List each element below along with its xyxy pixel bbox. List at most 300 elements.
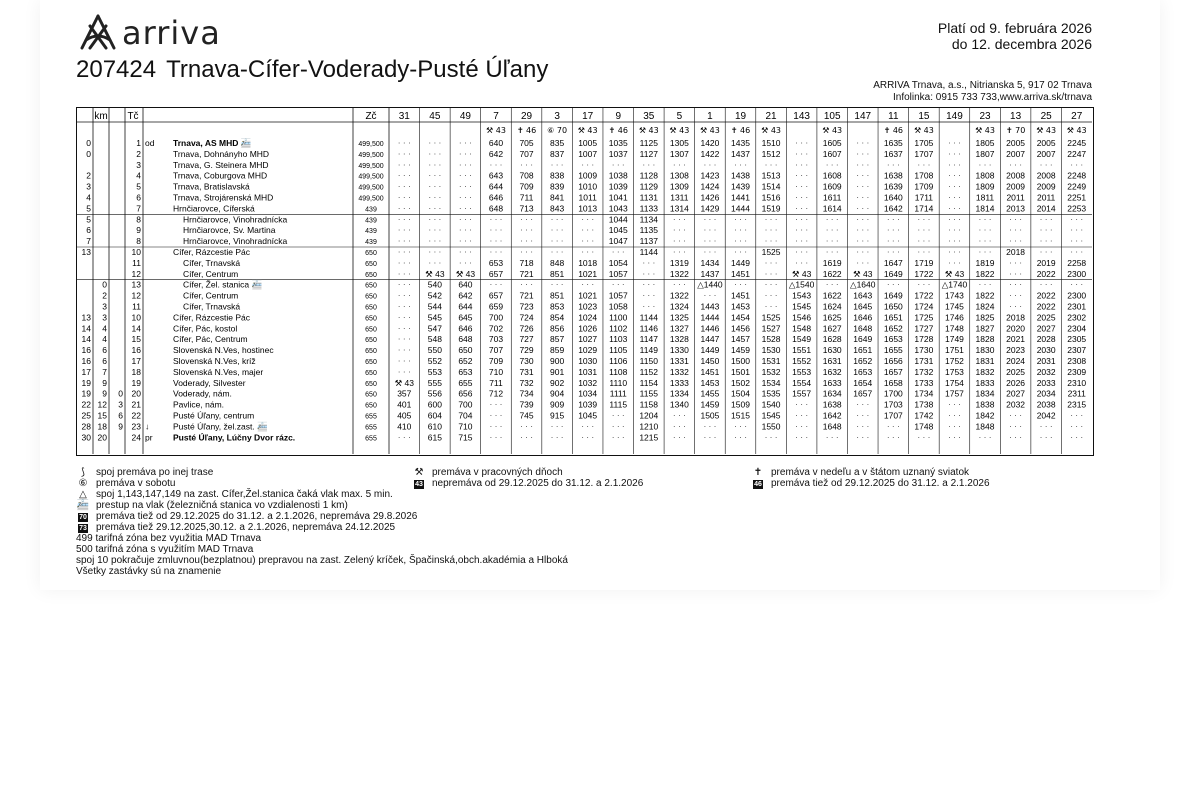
departure-time: 2251 xyxy=(1067,192,1087,203)
departure-time: 1631 xyxy=(822,356,842,366)
no-service-dots: · · · xyxy=(948,204,961,214)
km-value: 3 xyxy=(102,312,107,323)
legend-note-70 xyxy=(76,511,417,522)
departure-time: 723 xyxy=(519,301,534,312)
train-number: 45 xyxy=(429,111,441,122)
departure-time: 1325 xyxy=(669,312,689,323)
departure-time: 1429 xyxy=(700,203,720,214)
departure-time: 1505 xyxy=(700,410,720,421)
departure-time: 644 xyxy=(488,181,504,192)
departure-time: 1642 xyxy=(883,203,903,214)
timetable-svg xyxy=(77,108,1092,454)
departure-time: 1155 xyxy=(639,388,658,399)
no-service-dots: · · · xyxy=(856,193,870,203)
departure-time: 1651 xyxy=(883,312,903,323)
no-service-dots: · · · xyxy=(825,160,839,170)
no-service-dots: · · · xyxy=(734,237,747,247)
no-service-dots: · · · xyxy=(764,215,778,225)
departure-time: 704 xyxy=(458,410,473,421)
km-value: 25 xyxy=(81,410,91,421)
departure-time: 2307 xyxy=(1067,345,1087,356)
km-value: 7 xyxy=(86,236,91,247)
train-number: 19 xyxy=(734,111,747,122)
no-service-dots: · · · xyxy=(673,422,686,432)
departure-time: 1501 xyxy=(731,366,750,377)
zone-value: 650 xyxy=(365,391,377,399)
no-service-dots: · · · xyxy=(795,226,808,236)
departure-time: 1832 xyxy=(975,366,995,377)
no-service-dots: · · · xyxy=(1009,160,1022,170)
no-service-dots: · · · xyxy=(825,248,839,257)
departure-time: 1106 xyxy=(609,356,628,366)
departure-time: 1525 xyxy=(761,247,781,257)
train-symbol: ⚒ 43 xyxy=(822,126,843,135)
stop-name: Trnava, Dohnányho MHD xyxy=(173,148,270,159)
departure-time: 1657 xyxy=(853,388,873,399)
departure-time: 1545 xyxy=(761,410,781,421)
departure-time: △1540 xyxy=(788,279,815,290)
departure-time: 1654 xyxy=(853,377,873,388)
departure-time: 1043 xyxy=(608,203,628,214)
departure-time: 2009 xyxy=(1036,181,1056,192)
stop-name: Hrnčiarovce, Cíferská xyxy=(173,203,255,214)
km-value: 13 xyxy=(81,247,91,257)
departure-time: 1625 xyxy=(822,312,842,323)
departure-time: 1646 xyxy=(853,312,873,323)
no-service-dots: · · · xyxy=(459,160,472,170)
departure-time: 646 xyxy=(488,192,504,203)
departure-time: 1105 xyxy=(609,345,628,356)
departure-time: 1548 xyxy=(792,323,812,334)
tc-value: 5 xyxy=(136,181,141,192)
departure-time: 1711 xyxy=(914,192,934,203)
departure-time: 2249 xyxy=(1067,181,1087,192)
no-service-dots: · · · xyxy=(948,171,961,181)
departure-time: 1031 xyxy=(578,366,598,377)
departure-time: 1627 xyxy=(822,323,842,334)
no-service-dots: · · · xyxy=(825,433,839,443)
departure-time: 2032 xyxy=(1036,366,1056,377)
departure-time: 1330 xyxy=(669,345,689,356)
no-service-dots: · · · xyxy=(764,160,778,170)
departure-time: 1650 xyxy=(883,301,903,312)
no-service-dots: · · · xyxy=(978,237,992,247)
no-service-dots: · · · xyxy=(886,280,900,290)
no-service-dots: · · · xyxy=(673,237,686,247)
no-service-dots: · · · xyxy=(825,215,839,225)
departure-time: 1532 xyxy=(761,366,781,377)
no-service-dots: · · · xyxy=(397,160,411,170)
train-symbol: ⚒ 43 xyxy=(486,126,506,135)
no-service-dots: · · · xyxy=(1070,226,1084,236)
no-service-dots: · · · xyxy=(1039,422,1053,432)
no-service-dots: · · · xyxy=(459,226,472,236)
departure-time: 1457 xyxy=(731,334,750,345)
departure-time: 727 xyxy=(519,334,534,345)
departure-time: 1722 xyxy=(914,290,934,301)
no-service-dots: · · · xyxy=(734,433,747,443)
departure-time: 1018 xyxy=(578,257,598,268)
departure-time: 718 xyxy=(519,257,534,268)
no-service-dots: · · · xyxy=(764,302,778,312)
stop-name: Trnava, Coburgova MHD xyxy=(173,170,268,181)
departure-time: 1742 xyxy=(914,410,934,421)
no-service-dots: · · · xyxy=(428,139,442,148)
departure-time: 1725 xyxy=(914,312,934,323)
departure-time: 1809 xyxy=(975,181,995,192)
departure-time: 2011 xyxy=(1006,192,1025,203)
no-service-dots: · · · xyxy=(397,335,411,345)
no-service-dots: · · · xyxy=(795,422,808,432)
departure-time: 703 xyxy=(488,334,504,345)
train-number: 23 xyxy=(979,111,991,122)
no-service-dots: · · · xyxy=(459,215,472,225)
departure-time: 1154 xyxy=(639,377,658,388)
departure-time: 1822 xyxy=(975,290,995,301)
zone-value: 650 xyxy=(365,369,377,377)
departure-time: 2301 xyxy=(1067,301,1087,312)
train-number: 7 xyxy=(493,111,499,122)
direction-marker: ↓ xyxy=(145,421,150,432)
no-service-dots: · · · xyxy=(948,411,961,421)
departure-time: 710 xyxy=(488,366,504,377)
departure-time: 1204 xyxy=(639,410,659,421)
departure-time: 1044 xyxy=(608,214,628,225)
train-number: 3 xyxy=(554,111,560,122)
tc-value: 22 xyxy=(131,410,141,421)
departure-time: 1656 xyxy=(883,356,903,366)
legend-other-route xyxy=(76,467,213,478)
departure-time: 702 xyxy=(488,323,504,334)
no-service-dots: · · · xyxy=(397,346,411,356)
departure-time: 1443 xyxy=(700,301,720,312)
no-service-dots: · · · xyxy=(948,258,961,268)
departure-time: 1754 xyxy=(944,377,964,388)
route-number: 207424 xyxy=(76,56,157,83)
departure-time: 856 xyxy=(550,323,565,334)
stop-name: Cífer, Žel. stanica 🚈 xyxy=(183,279,263,290)
departure-time: 853 xyxy=(550,301,565,312)
departure-time: 1441 xyxy=(731,192,750,203)
no-service-dots: · · · xyxy=(948,139,961,148)
no-service-dots: · · · xyxy=(1039,433,1053,443)
train-symbol: ⚒ 43 xyxy=(761,126,782,135)
departure-time: 1531 xyxy=(761,356,781,366)
tc-value: 16 xyxy=(131,345,141,356)
departure-time: 653 xyxy=(458,366,473,377)
departure-time: 1035 xyxy=(608,138,628,148)
departure-time: 1622 xyxy=(822,290,842,301)
departure-time: 1830 xyxy=(975,345,995,356)
departure-time: 854 xyxy=(550,312,565,323)
no-service-dots: · · · xyxy=(581,433,595,443)
km-value: 6 xyxy=(102,345,107,356)
km-value: 2 xyxy=(86,170,91,181)
departure-time: 615 xyxy=(427,432,442,443)
departure-time: 1807 xyxy=(975,148,995,159)
no-service-dots: · · · xyxy=(734,160,747,170)
departure-time: 705 xyxy=(519,138,534,148)
departure-time: 2022 xyxy=(1036,290,1056,301)
departure-time: 1611 xyxy=(823,192,842,203)
departure-time: 1709 xyxy=(914,181,934,192)
no-service-dots: · · · xyxy=(856,248,870,257)
departure-time: 1057 xyxy=(608,290,628,301)
departure-time: 1110 xyxy=(609,377,628,388)
departure-time: 1030 xyxy=(578,356,598,366)
no-service-dots: · · · xyxy=(581,215,595,225)
departure-time: 2024 xyxy=(1006,356,1026,366)
tc-value: 17 xyxy=(131,356,141,366)
departure-time: 1622 xyxy=(822,268,842,279)
no-service-dots: · · · xyxy=(703,291,717,301)
departure-time: 2300 xyxy=(1067,290,1087,301)
km-value: 0 xyxy=(86,148,91,159)
departure-time: 401 xyxy=(397,399,412,410)
departure-time: 901 xyxy=(550,366,565,377)
legend-text: premáva tiež 29.12.2025,30.12. a 2.1.2026, nepremáva 24.12.2025 xyxy=(96,522,396,533)
no-service-dots: · · · xyxy=(1070,160,1084,170)
no-service-dots: · · · xyxy=(948,226,961,236)
departure-time: 1129 xyxy=(639,181,658,192)
stop-name: Hrnčiarovce, Vinohradnícka xyxy=(183,214,288,225)
departure-time: 1504 xyxy=(731,388,750,399)
departure-time: 2253 xyxy=(1067,203,1087,214)
departure-time: 709 xyxy=(519,181,534,192)
no-service-dots: · · · xyxy=(642,269,656,279)
no-service-dots: · · · xyxy=(1039,160,1053,170)
tc-value: 6 xyxy=(136,192,141,203)
departure-time: 2032 xyxy=(1006,399,1026,410)
no-service-dots: · · · xyxy=(611,160,625,170)
no-service-dots: · · · xyxy=(703,215,717,225)
departure-time: 1024 xyxy=(578,312,598,323)
zone-value: 650 xyxy=(365,359,377,366)
departure-time: 1437 xyxy=(731,148,750,159)
no-service-dots: · · · xyxy=(978,215,992,225)
departure-time: 1635 xyxy=(883,138,903,148)
departure-time: 1039 xyxy=(578,399,598,410)
stop-name: Trnava, Strojárenská MHD xyxy=(173,192,274,203)
departure-time: 1653 xyxy=(853,366,873,377)
departure-time: 2309 xyxy=(1067,366,1087,377)
departure-time: 2028 xyxy=(1036,334,1056,345)
departure-time: 1438 xyxy=(731,170,750,181)
departure-time: 1745 xyxy=(944,301,964,312)
departure-time: 1023 xyxy=(578,301,598,312)
no-service-dots: · · · xyxy=(550,433,564,443)
train-number: 17 xyxy=(582,111,594,122)
stop-name: Cífer, Pác, Centrum xyxy=(173,334,248,345)
no-service-dots: · · · xyxy=(397,226,411,236)
stop-name: Trnava, Bratislavská xyxy=(173,181,250,192)
departure-time: 1607 xyxy=(822,148,842,159)
departure-time: △1640 xyxy=(850,279,876,290)
legend-note-46 xyxy=(751,478,990,489)
departure-time: 1455 xyxy=(700,388,720,399)
departure-time: 1009 xyxy=(578,170,598,181)
km-value: 18 xyxy=(97,421,107,432)
departure-time: 642 xyxy=(488,148,504,159)
no-service-dots: · · · xyxy=(397,171,411,181)
train-number: 149 xyxy=(946,111,963,122)
departure-time: 1732 xyxy=(914,366,934,377)
legend-text: premáva v sobotu xyxy=(96,478,176,489)
km-value: 9 xyxy=(118,421,123,432)
departure-time: 2007 xyxy=(1006,148,1026,159)
train-symbol: ✝ 70 xyxy=(1005,126,1026,135)
no-service-dots: · · · xyxy=(856,258,870,268)
departure-time: 835 xyxy=(550,138,565,148)
km-value: 0 xyxy=(102,279,107,290)
no-service-dots: · · · xyxy=(642,302,656,312)
no-service-dots: · · · xyxy=(611,248,625,257)
departure-time: 655 xyxy=(458,377,473,388)
operator-address: ARRIVA Trnava, a.s., Nitrianska 5, 917 02 Trnava xyxy=(873,80,1092,91)
stop-name: Hrnčiarovce, Vinohradnícka xyxy=(183,236,288,247)
no-service-dots: · · · xyxy=(1039,226,1053,236)
no-service-dots: · · · xyxy=(917,226,931,236)
no-service-dots: · · · xyxy=(764,269,778,279)
zone-value: 650 xyxy=(365,250,377,257)
no-service-dots: · · · xyxy=(459,139,472,148)
note-73-icon: 73 xyxy=(79,525,87,532)
no-service-dots: · · · xyxy=(1009,302,1022,312)
train-number: 9 xyxy=(615,111,622,122)
note-46-icon: 46 xyxy=(754,481,762,488)
departure-time: 1453 xyxy=(700,377,720,388)
no-service-dots: · · · xyxy=(397,139,411,148)
departure-time: 2021 xyxy=(1006,334,1026,345)
departure-time: 2033 xyxy=(1036,377,1056,388)
km-value: 30 xyxy=(81,432,91,443)
departure-time: 610 xyxy=(427,421,442,432)
departure-time: 1838 xyxy=(975,399,995,410)
departure-time: 909 xyxy=(550,399,565,410)
km-value: 5 xyxy=(86,214,91,225)
tc-value: 10 xyxy=(131,312,141,323)
departure-time: 644 xyxy=(458,301,473,312)
departure-time: 1108 xyxy=(609,366,628,377)
no-service-dots: · · · xyxy=(795,149,808,159)
zone-value: 439 xyxy=(365,239,377,247)
departure-time: 1814 xyxy=(975,203,995,214)
departure-time: 745 xyxy=(519,410,534,421)
departure-time: 2008 xyxy=(1006,170,1026,181)
km-value: 14 xyxy=(81,323,91,334)
departure-time: 1144 xyxy=(639,312,658,323)
km-value: 19 xyxy=(81,388,91,399)
departure-time: 731 xyxy=(519,366,534,377)
tc-value: 9 xyxy=(136,225,141,236)
departure-time: 2038 xyxy=(1036,399,1056,410)
departure-time: 1554 xyxy=(792,377,812,388)
departure-time: 713 xyxy=(519,203,534,214)
zone-value: 650 xyxy=(365,282,377,290)
departure-time: 1420 xyxy=(700,138,720,148)
train-symbol: ⚒ 43 xyxy=(638,126,659,135)
departure-time: 640 xyxy=(458,279,473,290)
departure-time: 1530 xyxy=(761,345,781,356)
departure-time: 405 xyxy=(397,410,412,421)
departure-time: 1422 xyxy=(700,148,720,159)
no-service-dots: · · · xyxy=(1009,280,1022,290)
legend-text: premáva tiež od 29.12.2025 do 31.12. a 2.1.2026, nepremáva 29.8.2026 xyxy=(96,511,418,522)
departure-time: 645 xyxy=(458,312,473,323)
departure-time: 732 xyxy=(519,377,534,388)
departure-time: 1449 xyxy=(700,345,720,356)
departure-time: 1614 xyxy=(822,203,842,214)
train-number: 29 xyxy=(520,111,533,122)
departure-time: 1147 xyxy=(639,334,658,345)
no-service-dots: · · · xyxy=(795,248,808,257)
train-number: 105 xyxy=(823,111,841,122)
km-value: 4 xyxy=(102,334,107,345)
departure-time: ⚒ 43 xyxy=(791,268,812,279)
no-service-dots: · · · xyxy=(611,411,625,421)
stop-name: Cífer, Centrum xyxy=(183,290,239,301)
departure-time: 1451 xyxy=(731,268,750,279)
departure-time: 1516 xyxy=(761,192,781,203)
no-service-dots: · · · xyxy=(397,269,411,279)
departure-time: 726 xyxy=(519,323,534,334)
no-service-dots: · · · xyxy=(459,204,472,214)
departure-time: 739 xyxy=(519,399,534,410)
km-value: 15 xyxy=(97,410,107,421)
no-service-dots: · · · xyxy=(581,160,595,170)
departure-time: 1619 xyxy=(822,257,842,268)
no-service-dots: · · · xyxy=(1009,258,1022,268)
departure-time: 1825 xyxy=(975,312,995,323)
tc-value: 15 xyxy=(131,334,141,345)
departure-time: 2009 xyxy=(1006,181,1026,192)
km-value: 20 xyxy=(97,432,107,443)
tc-value: 1 xyxy=(136,138,141,148)
departure-time: 1454 xyxy=(731,312,750,323)
departure-time: 1324 xyxy=(669,301,689,312)
departure-time: 1037 xyxy=(608,148,628,159)
departure-time: 556 xyxy=(427,388,442,399)
departure-time: 2018 xyxy=(1006,247,1026,257)
route-name: Trnava-Cífer-Voderady-Pusté Úľany xyxy=(166,56,549,83)
departure-time: 1451 xyxy=(731,290,750,301)
no-service-dots: · · · xyxy=(520,422,533,432)
zone-value: 655 xyxy=(365,424,377,432)
no-service-dots: · · · xyxy=(825,237,839,247)
departure-time: 1549 xyxy=(792,334,812,345)
departure-time: 604 xyxy=(427,410,442,421)
departure-time: 712 xyxy=(488,388,504,399)
departure-time: 1638 xyxy=(883,170,903,181)
legend-note-73 xyxy=(76,522,395,533)
departure-time: 851 xyxy=(550,268,565,279)
departure-time: 1435 xyxy=(731,138,750,148)
tc-value: 18 xyxy=(131,366,141,377)
no-service-dots: · · · xyxy=(734,215,747,225)
validity-to: do 12. decembra 2026 xyxy=(951,36,1092,52)
no-service-dots: · · · xyxy=(1070,280,1084,290)
zone-value: 439 xyxy=(365,206,377,214)
departure-time: 1039 xyxy=(608,181,628,192)
departure-time: 1743 xyxy=(944,290,964,301)
departure-time: 659 xyxy=(488,301,504,312)
tc-value: 2 xyxy=(136,148,141,159)
no-service-dots: · · · xyxy=(489,433,503,443)
no-service-dots: · · · xyxy=(948,433,961,443)
stop-name: Trnava, G. Steinera MHD xyxy=(173,159,269,170)
departure-time: 1749 xyxy=(944,334,964,345)
departure-time: 1805 xyxy=(975,138,995,148)
